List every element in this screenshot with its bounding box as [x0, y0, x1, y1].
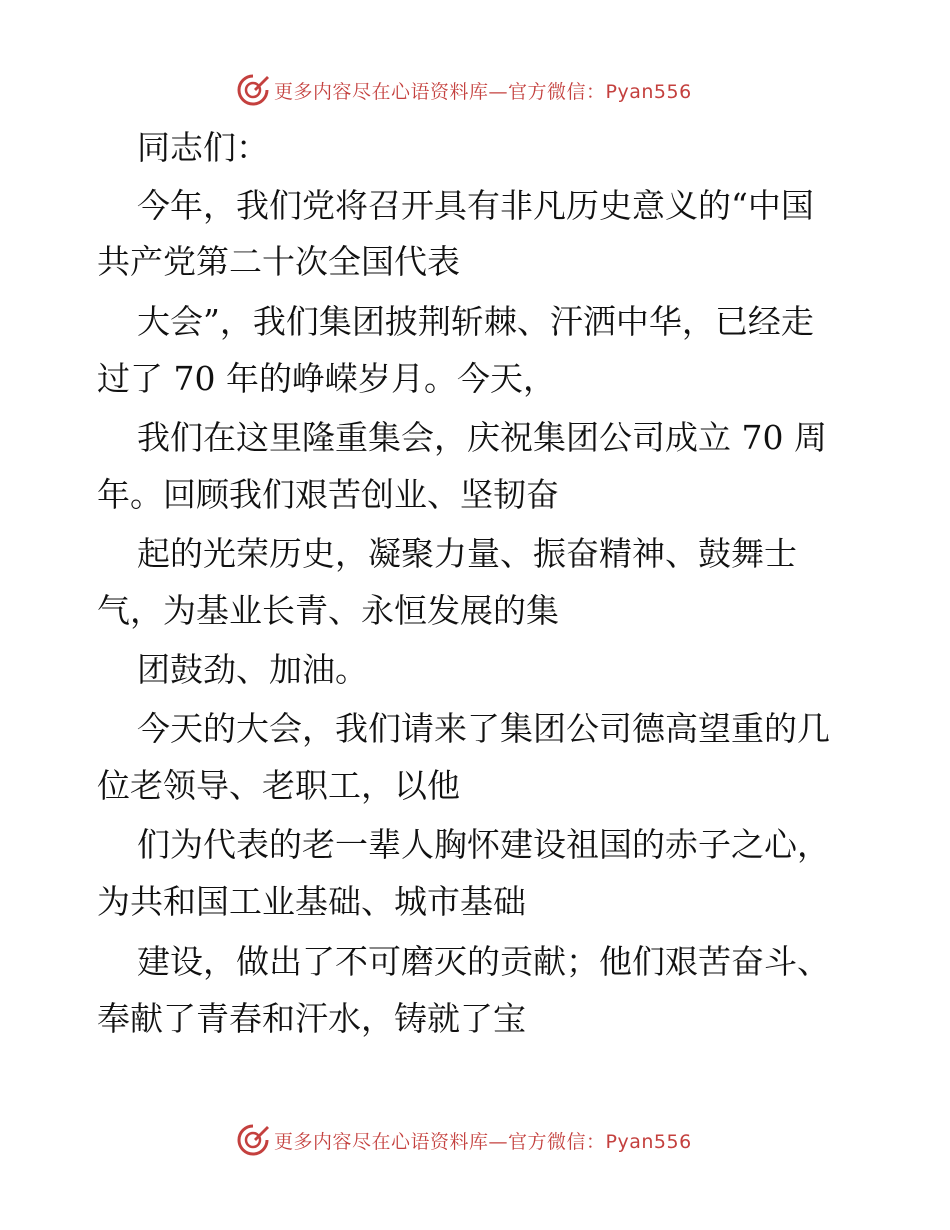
header-watermark-dash: —	[488, 80, 509, 103]
paragraph-line: 气，为基业长青、永恒发展的集	[97, 591, 559, 630]
paragraph-line: 今年，我们党将召开具有非凡历史意义的“中国	[137, 186, 814, 225]
paragraph-line: 共产党第二十次全国代表	[97, 242, 460, 281]
footer-wechat-text: 官方微信：Pyan556	[508, 1130, 692, 1153]
paragraph-line: 今天的大会，我们请来了集团公司德高望重的几	[137, 709, 830, 748]
header-watermark-text: 更多内容尽在心语资料库	[274, 80, 489, 103]
paragraph-line: 我们在这里隆重集会，庆祝集团公司成立 70 周	[137, 418, 827, 457]
paragraph-line: 为共和国工业基础、城市基础	[97, 882, 526, 921]
paragraph-line: 起的光荣历史，凝聚力量、振奋精神、鼓舞士	[137, 534, 797, 573]
paragraph-line: 位老领导、老职工，以他	[97, 766, 460, 805]
paragraph-line: 同志们：	[137, 128, 269, 167]
footer-watermark-dash: —	[488, 1130, 509, 1153]
pen-logo-icon	[236, 73, 270, 107]
header-watermark	[236, 73, 692, 107]
paragraph-line: 奉献了青春和汗水，铸就了宝	[97, 999, 526, 1038]
paragraph-line: 年。回顾我们艰苦创业、坚韧奋	[97, 475, 559, 514]
pen-logo-icon	[236, 1123, 270, 1157]
paragraph-line: 过了 70 年的峥嵘岁月。今天，	[97, 359, 556, 398]
footer-watermark-text: 更多内容尽在心语资料库	[274, 1130, 489, 1153]
paragraph-line: 大会”，我们集团披荆斩棘、汗洒中华，已经走	[137, 302, 814, 341]
paragraph-line: 建设，做出了不可磨灭的贡献；他们艰苦奋斗、	[137, 942, 830, 981]
footer-watermark	[236, 1123, 692, 1157]
paragraph-line: 们为代表的老一辈人胸怀建设祖国的赤子之心，	[137, 825, 830, 864]
header-wechat-text: 官方微信：Pyan556	[508, 80, 692, 103]
paragraph-line: 团鼓劲、加油。	[137, 650, 368, 689]
